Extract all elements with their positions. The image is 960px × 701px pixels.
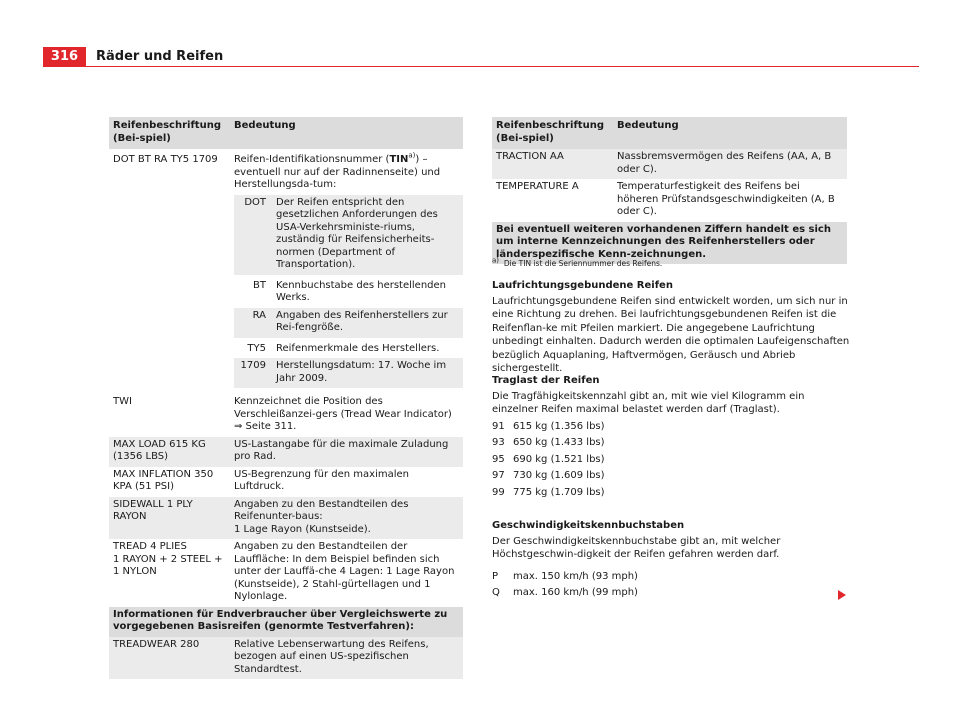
code-1709: 1709 — [234, 358, 272, 388]
row-label: MAX INFLATION 350 KPA (51 PSI) — [113, 468, 214, 492]
note-row — [492, 222, 847, 265]
info-row — [109, 607, 463, 637]
section-text: Die Tragfähigkeitskennzahl gibt an, mit wie viel Kilogramm ein einzelner Reifen maximal belastet werden darf (Traglast). — [492, 390, 805, 415]
table-row — [492, 179, 847, 222]
row-text: Temperaturfestigkeit des Reifens bei höheren Prüfstandsgeschwindigkeiten (A, B oder C). — [617, 181, 835, 217]
section-text: Laufrichtungsgebundene Reifen sind entwickelt worden, um sich nur in eine Richtung zu drehen. Bei laufrichtungsgebundenen Reifen ist die Reifenflan-ke mit Pfeilen markiert. Die angegebene Laufrichtung unbedingt einhalten. Dadurch werden die optimalen Laufeigenschaften bezüglich Aquaplaning, Haftvermögen, Geräusch und Abrieb sichergestellt. — [492, 295, 850, 374]
section-text: Der Geschwindigkeitskennbuchstabe gibt an, mit welcher Höchstgeschwin-digkeit der Reifen gefahren werden darf. — [492, 535, 781, 560]
code-bt: BT — [253, 279, 266, 291]
load-index-item: 99 775 kg (1.709 lbs) — [492, 486, 605, 498]
tire-marking-table-left — [109, 117, 463, 679]
table-row — [492, 149, 847, 179]
table-row — [109, 497, 463, 540]
tin-description: Reifen-Identifikationsnummer (TIN$^{a)}$) – eventuell nur auf der Radinnenseite) und Herstellungsda-tum: — [234, 151, 441, 190]
table-row — [109, 539, 463, 607]
load-index-item: 93 650 kg (1.433 lbs) — [492, 437, 605, 448]
row-label: TRACTION AA — [492, 149, 613, 179]
code-dot-text: Der Reifen entspricht den gesetzlichen Anforderungen des USA-Verkehrsministe-riums, zuständig für Reifensicherheits-normen (Department of Transportation). — [272, 195, 463, 275]
load-index-item: 91 615 kg (1.356 lbs) — [492, 420, 605, 432]
speed-index-item: P max. 150 km/h (93 mph) — [492, 570, 638, 582]
section-heading: Traglast der Reifen — [492, 375, 600, 386]
row-text: Angaben zu den Bestandteilen des Reifenunter-baus: 1 Lage Rayon (Kunstseide). — [230, 497, 463, 540]
section-laufrichtung — [492, 279, 852, 376]
column-header-meaning: Bedeutung — [230, 117, 463, 149]
code-bt-text: Kennbuchstabe des herstellenden Werks. — [276, 279, 447, 303]
load-index-item: 95 690 kg (1.521 lbs) — [492, 453, 605, 465]
code-ra: RA — [234, 308, 272, 338]
page-title: Räder und Reifen — [96, 49, 224, 64]
row-label: MAX LOAD 615 KG (1356 LBS) — [109, 437, 230, 467]
info-row-text: Informationen für Endverbraucher über Vergleichswerte zu vorgegebenen Basisreifen (genormte Testverfahren): — [109, 607, 463, 637]
header-rule — [86, 66, 919, 67]
row-text: Nassbremsvermögen des Reifens (AA, A, B oder C). — [613, 149, 847, 179]
code-1709-text: Herstellungsdatum: 17. Woche im Jahr 2009. — [272, 358, 463, 388]
row-text: Relative Lebenserwartung des Reifens, bezogen auf einen US-spezifischen Standardtest. — [230, 637, 463, 680]
section-geschwindigkeit — [492, 519, 852, 600]
section-traglast — [492, 374, 852, 499]
code-ty5: TY5 — [247, 342, 266, 354]
load-index-item: 97 730 kg (1.609 lbs) — [492, 470, 605, 481]
code-ra-text: Angaben des Reifenherstellers zur Rei-fengröße. — [272, 308, 463, 338]
row-label: SIDEWALL 1 PLY RAYON — [109, 497, 230, 540]
column-header-marking: Reifenbeschriftung (Bei-spiel) — [492, 117, 613, 149]
footnote-text: Die TIN ist die Seriennummer des Reifens. — [503, 259, 663, 268]
footnote-mark: a) — [492, 256, 500, 265]
row-text: US-Lastangabe für die maximale Zuladung pro Rad. — [230, 437, 463, 467]
table-row — [109, 637, 463, 680]
row-label: TREADWEAR 280 — [109, 637, 230, 680]
footnote — [492, 256, 663, 268]
row-label: DOT BT RA TY5 1709 — [113, 154, 218, 165]
page-number: 316 — [43, 47, 86, 67]
code-ty5-text: Reifenmerkmale des Herstellers. — [276, 342, 440, 354]
section-heading: Laufrichtungsgebundene Reifen — [492, 280, 673, 291]
table-row — [109, 391, 463, 437]
row-label: TEMPERATURE A — [496, 181, 579, 192]
row-text: Kennzeichnet die Position des Verschleißanzei-gers (Tread Wear Indicator) ⇒ Seite 311. — [234, 396, 452, 432]
table-row — [109, 467, 463, 497]
section-heading: Geschwindigkeitskennbuchstaben — [492, 520, 685, 531]
continue-arrow-icon — [838, 590, 846, 600]
dot-code-breakdown — [234, 195, 463, 389]
row-label: TREAD 4 PLIES 1 RAYON + 2 STEEL + 1 NYLON — [113, 541, 223, 577]
note-row-text: Bei eventuell weiteren vorhandenen Ziffern handelt es sich um interne Kennzeichnungen des Reifenherstellers oder länderspezifische Kenn-zeichnungen. — [492, 222, 847, 265]
row-label: TWI — [113, 396, 132, 407]
table-header — [492, 117, 847, 149]
table-header — [109, 117, 463, 149]
column-header-meaning: Bedeutung — [613, 117, 847, 149]
table-row-dot — [109, 149, 463, 391]
tire-marking-table-right — [492, 117, 847, 264]
speed-index-item: Q max. 160 km/h (99 mph) — [492, 587, 638, 598]
code-dot: DOT — [234, 195, 272, 275]
row-text: Angaben zu den Bestandteilen der Lauffläche: In dem Beispiel befinden sich unter der Lauffä-che 4 Lagen: 1 Lage Rayon (Kunstseide), 2 Stahl-gürtellagen und 1 Nylonlage. — [234, 541, 455, 602]
table-row — [109, 437, 463, 467]
column-header-marking: Reifenbeschriftung (Bei-spiel) — [109, 117, 230, 149]
row-text: US-Begrenzung für den maximalen Luftdruck. — [234, 468, 409, 492]
